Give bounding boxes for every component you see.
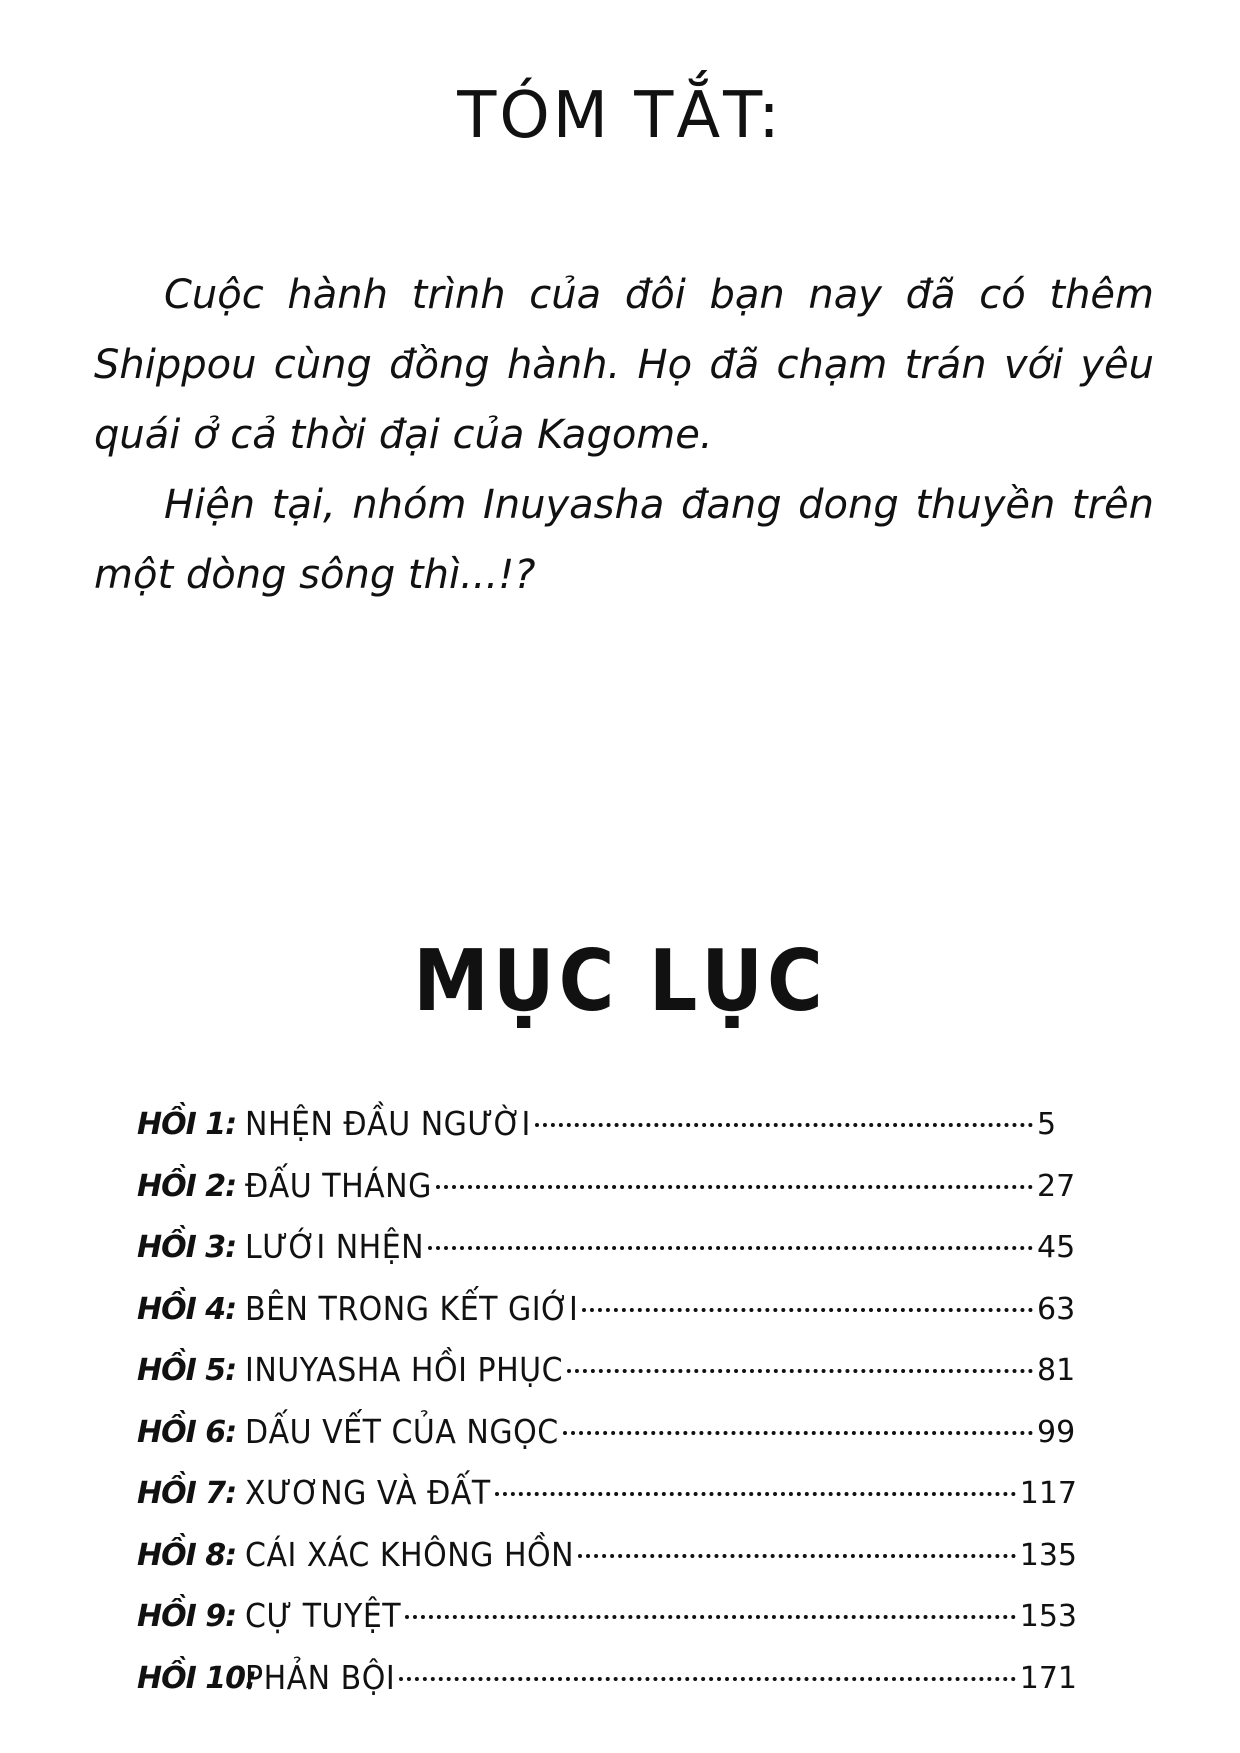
toc-page-number: 117 [1019, 1476, 1077, 1511]
toc-chapter-label: HỒI 5: [137, 1353, 237, 1388]
toc-leader-dots [428, 1246, 1033, 1250]
toc-page-number: 153 [1019, 1599, 1077, 1634]
toc-entry [137, 1289, 1077, 1354]
toc-title: MỤC LỤC [413, 930, 827, 1031]
toc-chapter-name: XƯƠNG VÀ ĐẤT [245, 1474, 491, 1513]
toc-chapter-name: CỰ TUYỆT [245, 1597, 402, 1636]
toc-chapter-name: LƯỚI NHỆN [245, 1228, 425, 1267]
toc-leader-dots [405, 1615, 1016, 1619]
toc-entry [137, 1535, 1077, 1600]
summary-title: TÓM TẮT: [457, 79, 783, 153]
toc-entry [137, 1599, 1077, 1661]
toc-page-number: 171 [1019, 1660, 1077, 1696]
toc-page-number: 45 [1037, 1230, 1076, 1265]
toc-page-number: 135 [1019, 1537, 1077, 1573]
toc-chapter-label: HỒI 10: [137, 1660, 256, 1696]
toc-entry [137, 1412, 1077, 1477]
toc-page-number: 81 [1037, 1353, 1076, 1388]
toc-chapter-name: PHẢN BỘI [245, 1658, 396, 1698]
toc-chapter-name: ĐẤU THÁNG [245, 1166, 432, 1206]
toc-chapter-label: HỒI 8: [137, 1537, 237, 1573]
toc-leader-dots [563, 1431, 1033, 1435]
toc-entry [137, 1166, 1077, 1231]
toc-leader-dots [535, 1123, 1033, 1127]
toc-leader-dots [578, 1554, 1016, 1558]
summary-paragraph: Hiện tại, nhóm Inuyasha đang dong thuyền trên một dòng sông thì...!? [94, 482, 1154, 598]
toc-page-number: 5 [1037, 1107, 1057, 1142]
toc-entry [137, 1476, 1077, 1538]
summary-paragraph: Cuộc hành trình của đôi bạn nay đã có thêm Shippou cùng đồng hành. Họ đã chạm trán với yêu quái ở cả thời đại của Kagome. [94, 272, 1154, 458]
toc-chapter-name: INUYASHA HỒI PHỤC [245, 1351, 564, 1390]
toc-chapter-label: HỒI 3: [137, 1230, 237, 1265]
toc-chapter-label: HỒI 4: [137, 1291, 237, 1327]
toc-chapter-label: HỒI 7: [137, 1476, 237, 1511]
toc-chapter-label: HỒI 6: [137, 1414, 237, 1450]
summary-body [94, 260, 1154, 610]
toc-leader-dots [582, 1308, 1033, 1312]
toc-chapter-name: DẤU VẾT CỦA NGỌC [245, 1412, 559, 1452]
toc-chapter-label: HỒI 9: [137, 1599, 237, 1634]
toc-chapter-name: NHỆN ĐẦU NGƯỜI [245, 1105, 531, 1144]
toc-entry [137, 1107, 1077, 1169]
toc-leader-dots [495, 1492, 1016, 1496]
toc-leader-dots [567, 1369, 1033, 1373]
toc-entry [137, 1230, 1077, 1292]
toc-page-number: 99 [1037, 1414, 1076, 1450]
toc-page-number: 63 [1037, 1291, 1076, 1327]
toc-leader-dots [436, 1185, 1033, 1189]
toc-leader-dots [399, 1677, 1016, 1681]
toc-chapter-name: CÁI XÁC KHÔNG HỒN [245, 1535, 575, 1575]
toc-page-number: 27 [1037, 1168, 1076, 1204]
toc-chapter-name: BÊN TRONG KẾT GIỚI [245, 1289, 579, 1329]
toc-chapter-label: HỒI 2: [137, 1168, 237, 1204]
toc-entry [137, 1658, 1077, 1723]
toc-entry [137, 1353, 1077, 1415]
table-of-contents [137, 1107, 1077, 1722]
toc-chapter-label: HỒI 1: [137, 1107, 237, 1142]
